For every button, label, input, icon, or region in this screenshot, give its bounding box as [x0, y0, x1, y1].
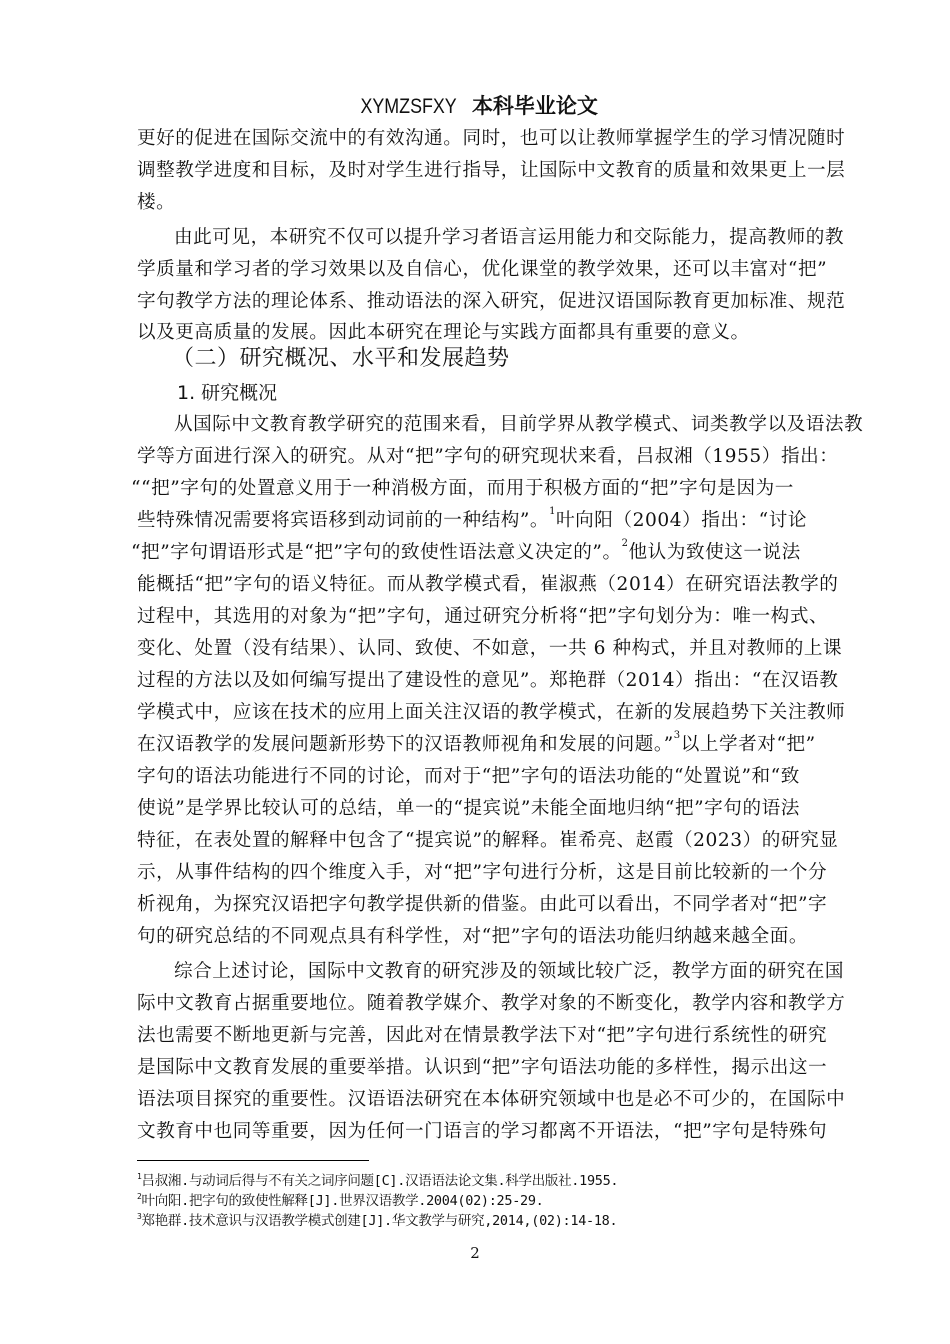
- footnote-2: [137, 1192, 544, 1210]
- paragraph-line: [131, 538, 801, 565]
- paragraph-line: 调整教学进度和目标，及时对学生进行指导，让国际中文教育的质量和效果更上一层: [137, 160, 846, 181]
- header-school-code: XYMZSFXY: [360, 95, 457, 118]
- page-number: 2: [470, 1244, 480, 1262]
- footnote-number: 1: [137, 1172, 142, 1181]
- paragraph-line: 特征，在表处置的解释中包含了“提宾说”的解释。崔希亮、赵霞（2023）的研究显: [137, 830, 839, 851]
- paragraph-line: 字句的语法功能进行不同的讨论，而对于“把”字句的语法功能的“处置说”和“致: [137, 766, 800, 787]
- paragraph-line: [137, 730, 816, 757]
- line-text: 叶向阳（2004）指出：“讨论: [556, 510, 808, 531]
- paragraph-line: 字句教学方法的理论体系、推动语法的深入研究，促进汉语国际教育更加标准、规范: [137, 291, 846, 312]
- paragraph-line: ““把”字句的处置意义用于一种消极方面，而用于积极方面的“把”字句是因为一: [131, 478, 794, 499]
- paragraph-line: 学等方面进行深入的研究。从对“把”字句的研究现状来看，吕叔湘（1955）指出：: [137, 446, 839, 467]
- paragraph-line: 析视角，为探究汉语把字句教学提供新的借鉴。由此可以看出，不同学者对“把”字: [137, 894, 828, 915]
- paragraph-line: 学模式中，应该在技术的应用上面关注汉语的教学模式，在新的发展趋势下关注教师: [137, 702, 846, 723]
- footnote-text: 叶向阳.把字句的致使性解释[J].世界汉语教学.2004(02):25-29.: [141, 1193, 544, 1209]
- paragraph-line: 使说”是学界比较认可的总结，单一的“提宾说”未能全面地归纳“把”字句的语法: [137, 798, 800, 819]
- paragraph-line: [137, 506, 808, 533]
- footnote-1: [137, 1172, 618, 1190]
- paragraph-line: 综合上述讨论，国际中文教育的研究涉及的领域比较广泛，教学方面的研究在国: [174, 961, 845, 982]
- paragraph-line: 过程的方法以及如何编写提出了建设性的意见”。郑艳群（2014）指出：“在汉语教: [137, 670, 839, 691]
- footnote-ref-1[interactable]: 1: [549, 506, 556, 517]
- line-text: 他认为致使这一说法: [628, 542, 801, 563]
- paragraph-line: 是国际中文教育发展的重要举措。认识到“把”字句语法功能的多样性，揭示出这一: [137, 1057, 828, 1078]
- paragraph-line: 更好的促进在国际交流中的有效沟通。同时，也可以让教师掌握学生的学习情况随时: [137, 128, 846, 149]
- paragraph-line: 法也需要不断地更新与完善，因此对在情景教学法下对“把”字句进行系统性的研究: [137, 1025, 828, 1046]
- paragraph-line: 句的研究总结的不同观点具有科学性，对“把”字句的语法功能归纳越来越全面。: [137, 926, 808, 947]
- footnote-number: 2: [137, 1192, 142, 1201]
- footnote-ref-3[interactable]: 3: [673, 730, 681, 741]
- paragraph-line: 从国际中文教育教学研究的范围来看，目前学界从教学模式、词类教学以及语法教: [174, 414, 864, 435]
- line-text: “把”字句谓语形式是“把”字句的致使性语法意义决定的”。: [131, 542, 622, 563]
- line-text: 以上学者对“把”: [680, 734, 816, 755]
- paragraph-line: 示，从事件结构的四个维度入手，对“把”字句进行分析，这是目前比较新的一个分: [137, 862, 828, 883]
- running-header: [0, 93, 950, 120]
- section-heading: （二）研究概况、水平和发展趋势: [172, 346, 510, 371]
- paragraph-line: 学质量和学习者的学习效果以及自信心，优化课堂的教学效果，还可以丰富对“把”: [137, 259, 828, 280]
- footnote-3: [137, 1212, 617, 1230]
- paragraph-line: 以及更高质量的发展。因此本研究在理论与实践方面都具有重要的意义。: [137, 322, 750, 343]
- footnote-text: 吕叔湘.与动词后得与不有关之词序问题[C].汉语语法论文集.科学出版社.1955.: [141, 1173, 619, 1189]
- paragraph-line: 变化、处置（没有结果）、认同、致使、不如意，一共 6 种构式，并且对教师的上课: [137, 638, 843, 659]
- footnote-ref-2[interactable]: 2: [621, 538, 629, 549]
- paragraph-line: 文教育中也同等重要，因为任何一门语言的学习都离不开语法，“把”字句是特殊句: [137, 1121, 828, 1142]
- paragraph-line: 楼。: [137, 192, 176, 213]
- line-text: 些特殊情况需要将宾语移到动词前的一种结构”。: [137, 510, 550, 531]
- header-title: 本科毕业论文: [471, 93, 598, 118]
- subsection-heading: 1. 研究概况: [177, 382, 278, 404]
- paragraph-line: 由此可见，本研究不仅可以提升学习者语言运用能力和交际能力，提高教师的教: [174, 227, 845, 248]
- footnote-text: 郑艳群.技术意识与汉语教学模式创建[J].华文教学与研究,2014,(02):14-18.: [141, 1213, 618, 1229]
- paragraph-line: 能概括“把”字句的语义特征。而从教学模式看，崔淑燕（2014）在研究语法教学的: [137, 574, 839, 595]
- line-text: 在汉语教学的发展问题新形势下的汉语教师视角和发展的问题。”: [137, 734, 674, 755]
- paragraph-line: 际中文教育占据重要地位。随着教学媒介、教学对象的不断变化，教学内容和教学方: [137, 993, 846, 1014]
- paragraph-line: 语法项目探究的重要性。汉语语法研究在本体研究领域中也是必不可少的，在国际中: [137, 1089, 846, 1110]
- paragraph-line: 过程中，其选用的对象为“把”字句，通过研究分析将“把”字句划分为：唯一构式、: [137, 606, 829, 627]
- footnote-separator: [137, 1160, 369, 1161]
- footnote-number: 3: [137, 1212, 142, 1221]
